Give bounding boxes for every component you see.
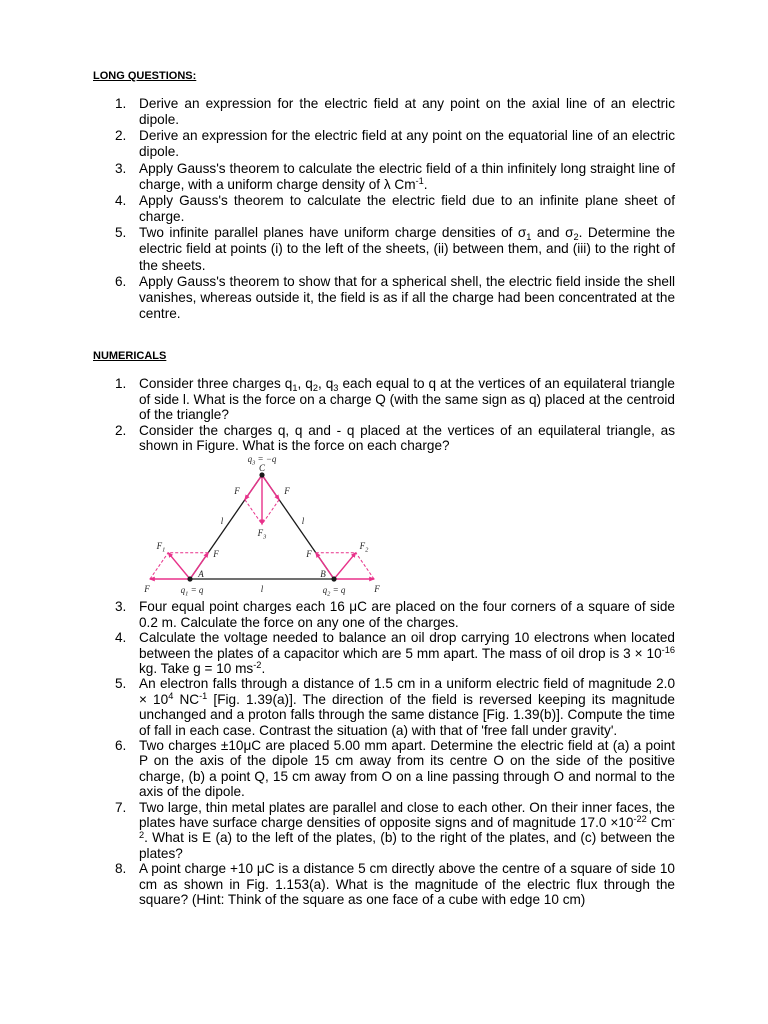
- item-number: 1.: [115, 376, 127, 392]
- item-number: 6.: [115, 273, 127, 289]
- subscript: 3: [252, 459, 256, 467]
- f2-label: [359, 541, 370, 553]
- numerical-item-8: [115, 861, 675, 907]
- item-number: 5.: [115, 676, 127, 692]
- item-text: Derive an expression for the electric field at any point on the axial line of an electric dipole.: [139, 96, 675, 128]
- q1-label: [181, 585, 204, 597]
- item-text: Consider three charges $q_1$, $q_2$, $q_3$ each equal to q at the vertices of an equilateral triangle of side l. What is the force on a charge Q (with the same sign as q) placed at the centroid of the triangle?: [139, 376, 675, 423]
- item-text: Two large, thin metal plates are parallel and close to each other. On their inner faces, the plates have surface charge densities of opposite signs and of magnitude $17.0 \times 10^{-22}$ $Cm^{-2}$. What is E (a) to the left of the plates, (b) to the right of the plates, and (c) between the plates?: [139, 799, 675, 861]
- subscript: 3: [263, 533, 267, 541]
- f3-label: [257, 528, 267, 540]
- numerical-item-6: [115, 738, 675, 800]
- item-text: Two infinite parallel planes have uniform charge densities of $\sigma_1$ and $\sigma_2$. Determine the electric field at points (i) to the left of the sheets, (ii) between them, and (iii) to the right of the sheets.: [139, 225, 676, 273]
- numerical-item-5: [115, 676, 675, 738]
- subscript: 1: [185, 590, 189, 598]
- guide-c-left: [245, 500, 262, 525]
- subscript: 2: [327, 590, 331, 598]
- item-number: 5.: [115, 225, 127, 241]
- subscript: 1: [526, 231, 532, 242]
- long-question-item-1: [115, 96, 675, 128]
- charge-dot-b: [331, 577, 336, 582]
- label-text: = q: [330, 585, 346, 596]
- long-question-item-4: [115, 193, 675, 225]
- side-label-right: l: [301, 516, 305, 527]
- side-label-base: l: [260, 584, 264, 595]
- charge-dot-a: [187, 577, 192, 582]
- item-number: 2.: [115, 422, 127, 438]
- item-text: Apply Gauss's theorem to show that for a spherical shell, the electric field inside the shell vanishes, whereas outside it, the field is as if all the charge had been concentrated at the centre.: [139, 273, 675, 322]
- item-number: 8.: [115, 861, 127, 877]
- item-number: 2.: [115, 128, 127, 144]
- superscript: -2: [253, 660, 262, 671]
- item-text: Calculate the voltage needed to balance an oil drop carrying 10 electrons when located between the plates of a capacitor which are 5 mm apart. The mass of oil drop is $3 \times 10^{-16}$ kg. Take g = 10 $ms^{-2}$.: [139, 630, 675, 676]
- resultant-arrow-f2: [334, 553, 356, 579]
- guide-a-left: [150, 553, 168, 579]
- superscript: -1: [199, 691, 208, 702]
- item-text: Derive an expression for the electric field at any point on the equatorial line of an electric dipole.: [139, 128, 675, 160]
- label-text: q: [180, 585, 186, 596]
- item-number: 3.: [115, 599, 127, 615]
- item-text: A point charge +10 μC is a distance 5 cm directly above the centre of a square of side 10 cm as shown in Fig. 1.153(a). What is the magnitude of the electric flux through the square? (Hint: Think of the square as one face of a cube with edge 10 cm): [139, 861, 675, 908]
- triangle-charges-figure: [140, 453, 385, 599]
- item-text: Apply Gauss's theorem to calculate the electric field of a thin infinitely long straight line of charge, with a uniform charge density of λ $Cm^{-1}$.: [139, 160, 675, 192]
- subscript: 1: [162, 546, 166, 554]
- subscript: 3: [333, 382, 339, 393]
- item-text: An electron falls through a distance of 1.5 cm in a uniform electric field of magnitude $2.0 \times 10^4$ $NC^{-1}$ [Fig. 1.39(a)]. The direction of the field is reversed keeping its magnitude unchanged and a proton falls through the same distance [Fig. 1.39(b)]. Compute the time of fall in each case. Contrast the situation (a) with that of 'free fall under gravity'.: [139, 676, 675, 738]
- numerical-item-2: [115, 423, 675, 600]
- force-label-c-right: F: [284, 486, 290, 497]
- superscript: -22: [633, 814, 647, 825]
- force-label-a-up: F: [213, 549, 219, 560]
- long-question-item-3: [115, 161, 675, 193]
- f1-label: [156, 541, 166, 553]
- label-text: q: [322, 585, 328, 596]
- long-questions-list: [115, 96, 675, 322]
- label-text: = −q: [255, 454, 277, 465]
- item-text: Four equal point charges each 16 μC are placed on the four corners of a square of side 0.2 m. Calculate the force on any one of the charges.: [139, 599, 675, 630]
- long-questions-heading: LONG QUESTIONS:: [93, 70, 197, 82]
- force-label-b-right: F: [374, 584, 380, 595]
- item-number: 6.: [115, 737, 127, 753]
- numerical-item-1: [115, 376, 675, 422]
- vertex-c-label: C: [258, 463, 266, 474]
- item-number: 3.: [115, 160, 127, 176]
- side-label-left: l: [220, 516, 224, 527]
- force-label-b-up: F: [306, 549, 312, 560]
- item-text: Consider the charges q, q and - q placed at the vertices of an equilateral triangle, as shown in Figure. What is the force on each charge?: [139, 422, 675, 453]
- superscript: -2: [139, 814, 675, 840]
- item-number: 7.: [115, 799, 127, 815]
- superscript: -16: [661, 644, 675, 655]
- label-text: F: [359, 541, 366, 552]
- item-number: 4.: [115, 192, 127, 208]
- label-text: F: [257, 528, 264, 539]
- subscript: 2: [312, 382, 318, 393]
- long-question-item-5: [115, 225, 675, 273]
- charge-dot-c: [259, 473, 264, 478]
- resultant-arrow-f1: [168, 553, 190, 579]
- superscript: 4: [168, 691, 174, 702]
- force-label-c-left: F: [234, 486, 240, 497]
- long-question-item-6: [115, 274, 675, 322]
- vertex-a-label: A: [198, 569, 204, 580]
- long-question-item-2: [115, 128, 675, 160]
- label-text: F: [156, 541, 163, 552]
- subscript: 2: [365, 546, 369, 554]
- numerical-item-4: [115, 630, 675, 676]
- label-text: = q: [188, 585, 204, 596]
- force-arrow-c-to-b: [262, 475, 279, 500]
- vertex-b-label: B: [320, 569, 326, 580]
- numerical-item-7: [115, 800, 675, 862]
- superscript: -1: [415, 176, 424, 187]
- subscript: 1: [292, 382, 298, 393]
- item-content: [139, 423, 675, 600]
- guide-c-right: [262, 500, 279, 525]
- item-number: 4.: [115, 630, 127, 646]
- item-text: Two charges ±10μC are placed 5.00 mm apart. Determine the electric field at (a) a point P on the axis of the dipole 15 cm away from its centre O on the side of the positive charge, (b) a point Q, 15 cm away from O on a line passing through O and normal to the axis of the dipole.: [139, 737, 675, 800]
- item-number: 1.: [115, 96, 127, 111]
- item-text: Apply Gauss's theorem to calculate the electric field due to an infinite plane sheet of charge.: [139, 192, 675, 225]
- guide-b-right: [356, 553, 374, 579]
- force-label-a-left: F: [144, 584, 150, 595]
- numericals-list: [115, 376, 675, 907]
- numericals-heading: NUMERICALS: [93, 350, 167, 362]
- subscript: 2: [573, 231, 579, 242]
- numerical-item-3: [115, 599, 675, 630]
- label-text: q: [247, 454, 253, 465]
- q2-label: [323, 585, 346, 597]
- force-arrow-c-to-a: [245, 475, 262, 500]
